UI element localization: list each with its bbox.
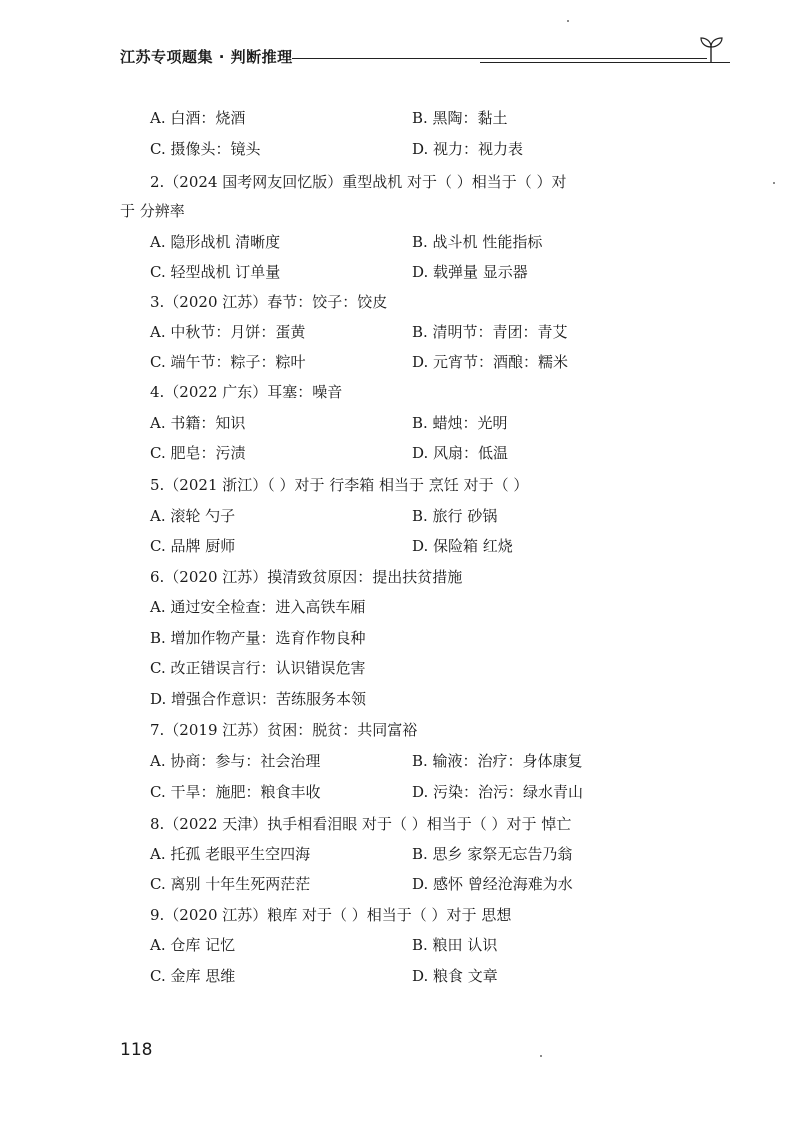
- option-a: A. 协商：参与：社会治理: [150, 752, 321, 770]
- question-stem: 6.（2020 江苏）摸清致贫原因：提出扶贫措施: [150, 568, 463, 586]
- option-c: C. 摄像头：镜头: [150, 140, 261, 158]
- option-a: A. 通过安全检查：进入高铁车厢: [150, 598, 366, 616]
- option-d: D. 风扇：低温: [412, 444, 509, 462]
- header-rule: [292, 58, 707, 59]
- option-b: B. 旅行 砂锅: [412, 507, 498, 525]
- sprout-icon: [695, 34, 727, 64]
- option-d: D. 载弹量 显示器: [412, 263, 528, 281]
- option-b: B. 战斗机 性能指标: [412, 233, 543, 251]
- option-c: C. 品牌 厨师: [150, 537, 236, 555]
- scan-speck: [567, 20, 569, 22]
- option-a: A. 白酒：烧酒: [150, 109, 246, 127]
- option-d: D. 视力：视力表: [412, 140, 524, 158]
- option-a: A. 仓库 记忆: [150, 936, 236, 954]
- option-d: D. 增强合作意识：苦练服务本领: [150, 690, 367, 708]
- running-header: [120, 44, 730, 74]
- option-b: B. 思乡 家祭无忘告乃翁: [412, 845, 573, 863]
- option-d: D. 污染：治污：绿水青山: [412, 783, 584, 801]
- option-c: C. 端午节：粽子：粽叶: [150, 353, 306, 371]
- question-stem-continued: 于 分辨率: [120, 202, 185, 220]
- option-d: D. 粮食 文章: [412, 967, 498, 985]
- question-stem: 7.（2019 江苏）贫困：脱贫：共同富裕: [150, 721, 418, 739]
- option-a: A. 隐形战机 清晰度: [150, 233, 281, 251]
- option-d: D. 感怀 曾经沧海难为水: [412, 875, 573, 893]
- question-stem: 5.（2021 浙江）（ ）对于 行李箱 相当于 烹饪 对于（ ）: [150, 476, 529, 494]
- option-a: A. 书籍：知识: [150, 414, 246, 432]
- option-d: D. 元宵节：酒酿：糯米: [412, 353, 569, 371]
- option-c: C. 离别 十年生死两茫茫: [150, 875, 311, 893]
- option-d: D. 保险箱 红烧: [412, 537, 513, 555]
- question-stem: 4.（2022 广东）耳塞：噪音: [150, 383, 343, 401]
- header-title: 江苏专项题集 · 判断推理: [120, 48, 293, 66]
- option-b: B. 蜡烛：光明: [412, 414, 508, 432]
- option-c: C. 金库 思维: [150, 967, 236, 985]
- option-a: A. 托孤 老眼平生空四海: [150, 845, 311, 863]
- page-number: 118: [120, 1040, 153, 1060]
- option-c: C. 轻型战机 订单量: [150, 263, 281, 281]
- option-a: A. 滚轮 勺子: [150, 507, 236, 525]
- option-c: C. 干旱：施肥：粮食丰收: [150, 783, 321, 801]
- option-a: A. 中秋节：月饼：蛋黄: [150, 323, 306, 341]
- question-stem: 9.（2020 江苏）粮库 对于（ ）相当于（ ）对于 思想: [150, 906, 512, 924]
- option-c: C. 肥皂：污渍: [150, 444, 246, 462]
- option-b: B. 增加作物产量：选育作物良种: [150, 629, 366, 647]
- option-c: C. 改正错误言行：认识错误危害: [150, 659, 366, 677]
- scan-speck: [540, 1055, 542, 1057]
- option-b: B. 粮田 认识: [412, 936, 498, 954]
- question-stem: 3.（2020 江苏）春节：饺子：饺皮: [150, 293, 388, 311]
- option-b: B. 输液：治疗：身体康复: [412, 752, 583, 770]
- scan-speck: [773, 182, 775, 184]
- header-rule-secondary: [480, 62, 730, 63]
- question-stem: 8.（2022 天津）执手相看泪眼 对于（ ）相当于（ ）对于 悼亡: [150, 815, 572, 833]
- option-b: B. 黑陶：黏土: [412, 109, 508, 127]
- option-b: B. 清明节：青团：青艾: [412, 323, 568, 341]
- question-stem: 2.（2024 国考网友回忆版）重型战机 对于（ ）相当于（ ）对: [150, 173, 567, 191]
